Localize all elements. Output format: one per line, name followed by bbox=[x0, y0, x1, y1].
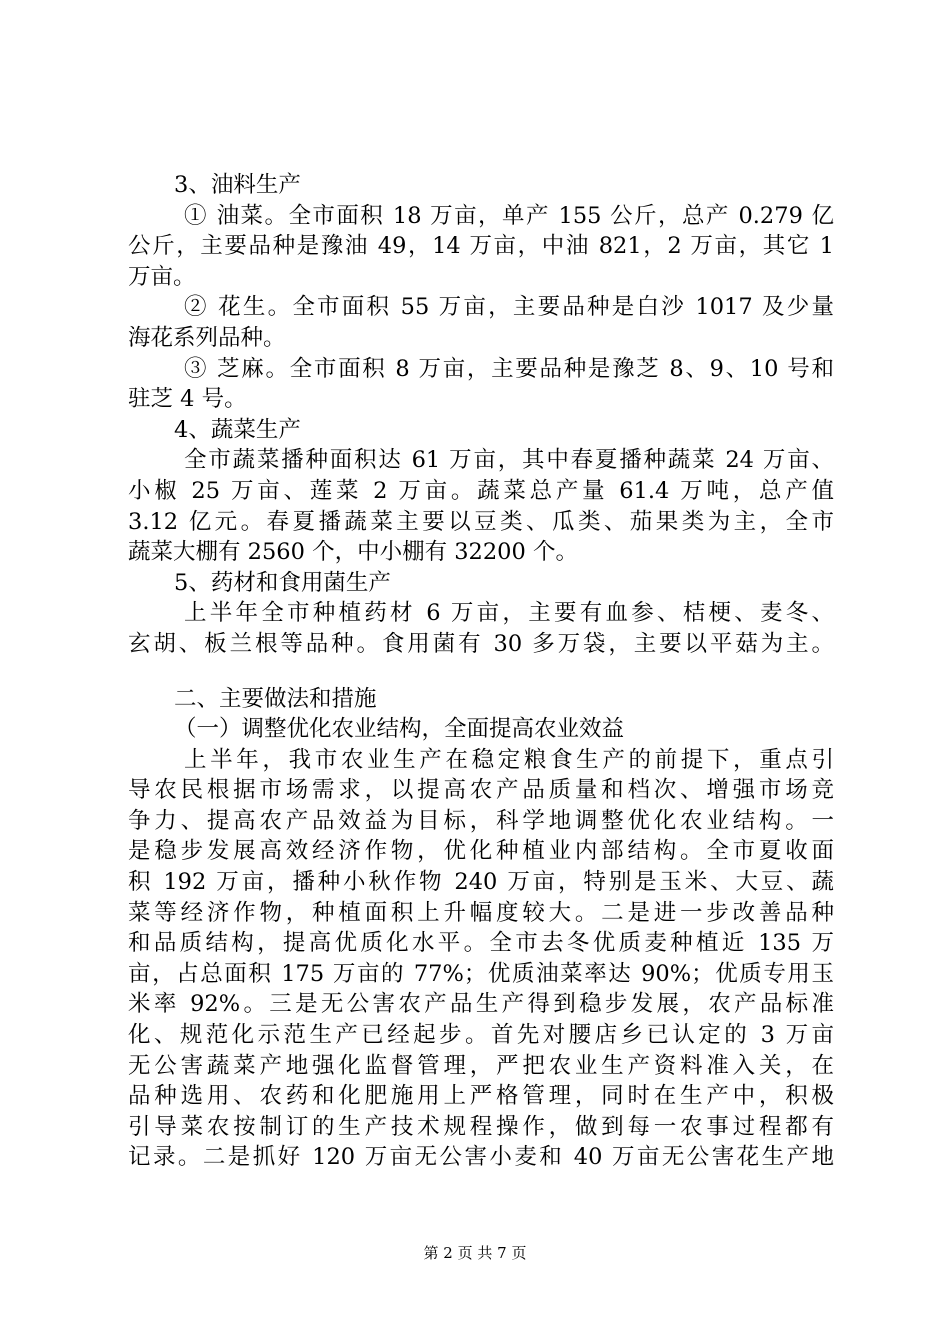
text-line: ② 花生。全市面积 55 万亩，主要品种是白沙 1017 及少量 bbox=[184, 294, 834, 321]
text-line: ③ 芝麻。全市面积 8 万亩，主要品种是豫芝 8、9、10 号和 bbox=[184, 355, 834, 382]
text-line: 4、蔬菜生产 bbox=[174, 416, 301, 443]
text-line: 蔬菜大棚有 2560 个，中小棚有 32200 个。 bbox=[128, 539, 578, 566]
text-line: 引导菜农按制订的生产技术规程操作，做到每一农事过程都有 bbox=[128, 1113, 834, 1140]
text-line: （一）调整优化农业结构，全面提高农业效益 bbox=[174, 716, 625, 743]
text-line: 记录。二是抓好 120 万亩无公害小麦和 40 万亩无公害花生产地 bbox=[128, 1144, 834, 1171]
text-line: 驻芝 4 号。 bbox=[128, 386, 247, 413]
text-line: 3、油料生产 bbox=[174, 172, 301, 198]
text-line: 全市蔬菜播种面积达 61 万亩，其中春夏播种蔬菜 24 万亩、 bbox=[184, 447, 834, 474]
text-line: 积 192 万亩，播种小秋作物 240 万亩，特别是玉米、大豆、蔬 bbox=[128, 869, 834, 896]
text-line: 化、规范化示范生产已经起步。首先对腰店乡已认定的 3 万亩 bbox=[128, 1022, 834, 1049]
text-line: 上半年全市种植药材 6 万亩，主要有血参、桔梗、麦冬、 bbox=[184, 600, 834, 627]
page-footer: 第 2 页 共 7 页 bbox=[423, 1244, 527, 1262]
text-line: 和品质结构，提高优质化水平。全市去冬优质麦种植近 135 万 bbox=[128, 930, 834, 957]
text-line: ① 油菜。全市面积 18 万亩，单产 155 公斤，总产 0.279 亿 bbox=[184, 202, 834, 229]
text-line: 导农民根据市场需求，以提高农产品质量和档次、增强市场竞 bbox=[128, 777, 834, 804]
text-line: 万亩。 bbox=[128, 263, 196, 290]
text-line: 海花系列品种。 bbox=[128, 324, 286, 351]
text-line: 亩，占总面积 175 万亩的 77%；优质油菜率达 90%；优质专用玉 bbox=[128, 960, 834, 987]
text-line: 小椒 25 万亩、莲菜 2 万亩。蔬菜总产量 61.4 万吨，总产值 bbox=[128, 477, 834, 504]
text-line: 上半年，我市农业生产在稳定粮食生产的前提下，重点引 bbox=[184, 746, 834, 773]
text-line: 菜等经济作物，种植面积上升幅度较大。二是进一步改善品种 bbox=[128, 899, 834, 926]
text-line: 无公害蔬菜产地强化监督管理，严把农业生产资料准入关，在 bbox=[128, 1052, 834, 1079]
document-body bbox=[128, 170, 834, 1173]
text-line: 米率 92%。三是无公害农产品生产得到稳步发展，农产品标准 bbox=[128, 991, 834, 1018]
blank-line bbox=[128, 660, 834, 684]
text-line: 公斤，主要品种是豫油 49，14 万亩，中油 821，2 万亩，其它 1 bbox=[128, 233, 834, 260]
text-line: 争力、提高农产品效益为目标，科学地调整优化农业结构。一 bbox=[128, 807, 834, 834]
text-line: 玄胡、板兰根等品种。食用菌有 30 多万袋，主要以平菇为主。 bbox=[128, 630, 834, 657]
text-line: 5、药材和食用菌生产 bbox=[174, 569, 391, 596]
text-line: 3.12 亿元。春夏播蔬菜主要以豆类、瓜类、茄果类为主，全市 bbox=[128, 508, 834, 535]
text-line: 品种选用、农药和化肥施用上严格管理，同时在生产中，积极 bbox=[128, 1083, 834, 1110]
text-line: 是稳步发展高效经济作物，优化种植业内部结构。全市夏收面 bbox=[128, 838, 834, 865]
text-line: 二、主要做法和措施 bbox=[174, 685, 377, 712]
